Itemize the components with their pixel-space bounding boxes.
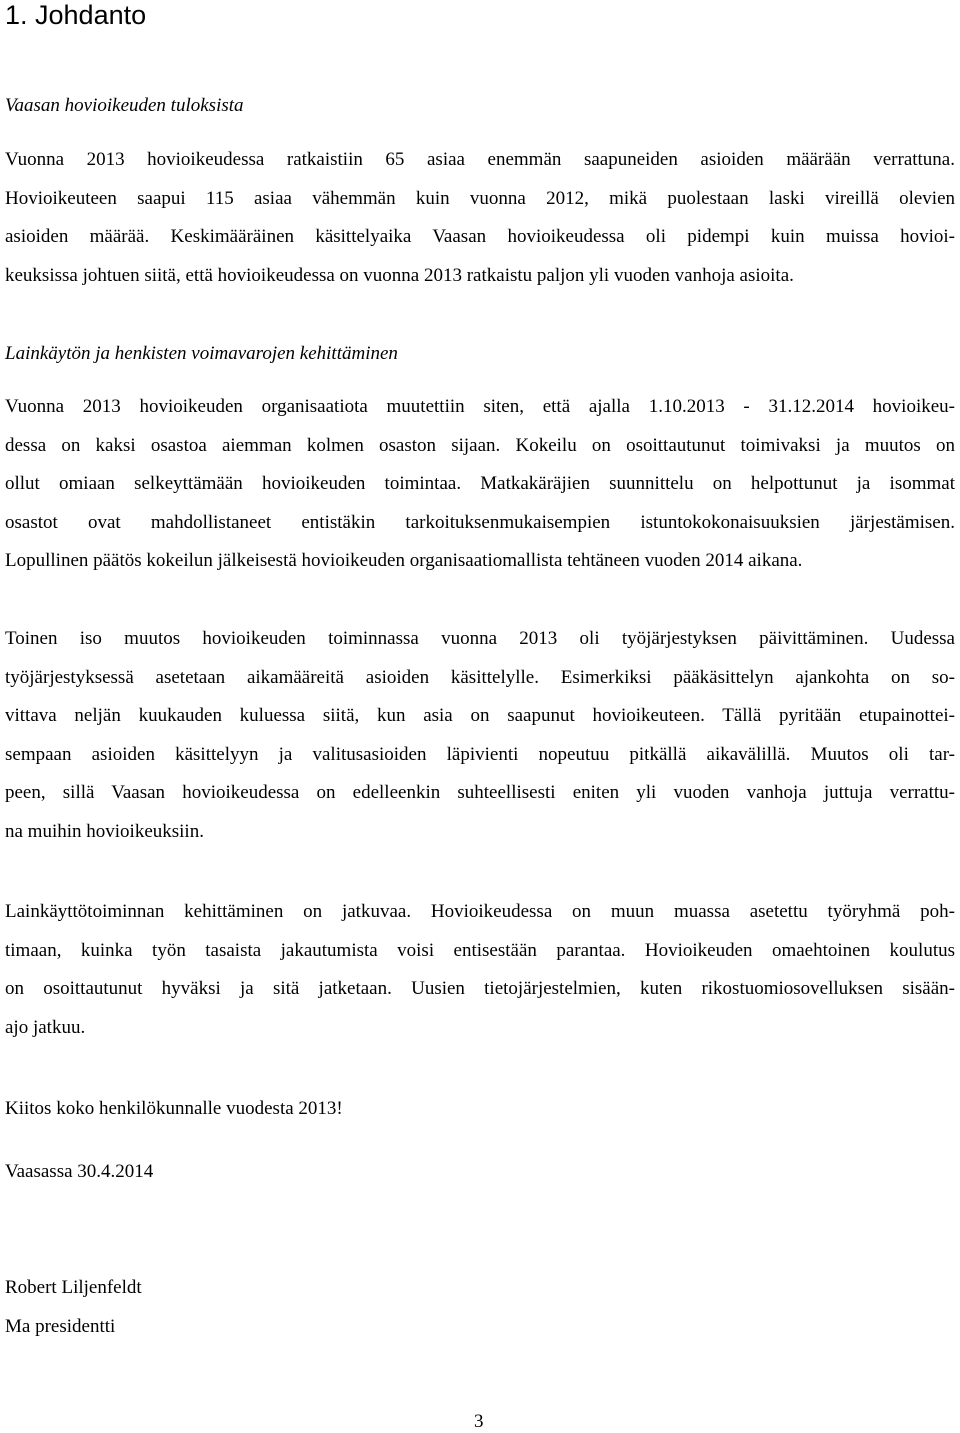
paragraph-line: vittava neljän kuukauden kuluessa siitä, kun asia on saapunut hovioikeuteen. Tällä pyritään etupainottei- [5,705,955,726]
signature-title: Ma presidentti [5,1316,116,1337]
paragraph-line: Hovioikeuteen saapui 115 asiaa vähemmän kuin vuonna 2012, mikä puolestaan laski vireillä olevien [5,187,955,209]
paragraph-line: ajo jatkuu. [5,1016,86,1038]
section-title-results: Vaasan hovioikeuden tuloksista [5,95,244,116]
signature-name: Robert Liljenfeldt [5,1277,142,1298]
paragraph-line: Vuonna 2013 hovioikeudessa ratkaistiin 65 asiaa enemmän saapuneiden asioiden määrään verrattuna. [5,149,955,170]
paragraph-line: peen, sillä Vaasan hovioikeudessa on edelleenkin suhteellisesti eniten yli vuoden vanhoja juttuja verrattu- [5,782,955,803]
paragraph-line: Lopullinen päätös kokeilun jälkeisestä hovioikeuden organisaatiomallista tehtäneen vuoden 2014 aikana. [5,550,803,571]
thanks-text: Kiitos koko henkilökunnalle vuodesta 2013! [5,1098,343,1119]
page-title: 1. Johdanto [5,0,147,30]
section-title-development: Lainkäytön ja henkisten voimavarojen kehittäminen [5,343,398,364]
paragraph-continuous-development [5,893,955,1047]
paragraph-line: timaan, kuinka työn tasaista jakautumista voisi entisestään parantaa. Hovioikeuden omaehtoinen koulutus [5,939,955,961]
paragraph-line: Toinen iso muutos hovioikeuden toiminnassa vuonna 2013 oli työjärjestyksen päivittäminen. Uudessa [5,628,955,649]
paragraph-line: sempaan asioiden käsittelyyn ja valitusasioiden läpivienti nopeutuu pitkällä aikavälillä. Muutos oli tar- [5,743,955,765]
paragraph-line: osastot ovat mahdollistaneet entistäkin tarkoituksenmukaisempien istuntokokonaisuuksien järjestämisen. [5,511,955,533]
page-number: 3 [474,1411,484,1432]
paragraph-line: Lainkäyttötoiminnan kehittäminen on jatkuvaa. Hovioikeudessa on muun muassa asetettu työryhmä poh- [5,901,955,922]
paragraph-line: ollut omiaan selkeyttämään hovioikeuden toimintaa. Matkakäräjien suunnittelu on helpottunut ja isommat [5,473,955,494]
paragraph-line: asioiden määrää. Keskimääräinen käsittelyaika Vaasan hovioikeudessa oli pidempi kuin muissa hovioi- [5,226,955,247]
paragraph-line: na muihin hovioikeuksiin. [5,820,204,842]
paragraph-line: Vuonna 2013 hovioikeuden organisaatiota muutettiin siten, että ajalla 1.10.2013 - 31.12.2014 hovioikeu- [5,396,955,417]
paragraph-line: työjärjestyksessä asetetaan aikamääreitä asioiden käsittelylle. Esimerkiksi pääkäsittelyn ajankohta on so- [5,666,955,688]
paragraph-line: on osoittautunut hyväksi ja sitä jatketaan. Uusien tietojärjestelmien, kuten rikostuomiosovelluksen sisään- [5,978,955,999]
paragraph-results [5,141,955,295]
paragraph-organisation [5,388,955,581]
paragraph-line: keuksissa johtuen siitä, että hovioikeudessa on vuonna 2013 ratkaistu paljon yli vuoden vanhoja asioita. [5,264,794,286]
place-date: Vaasassa 30.4.2014 [5,1161,154,1182]
paragraph-rules-of-procedure [5,620,955,851]
paragraph-line: dessa on kaksi osastoa aiemman kolmen osaston sijaan. Kokeilu on osoittautunut toimivaksi ja muutos on [5,434,955,456]
